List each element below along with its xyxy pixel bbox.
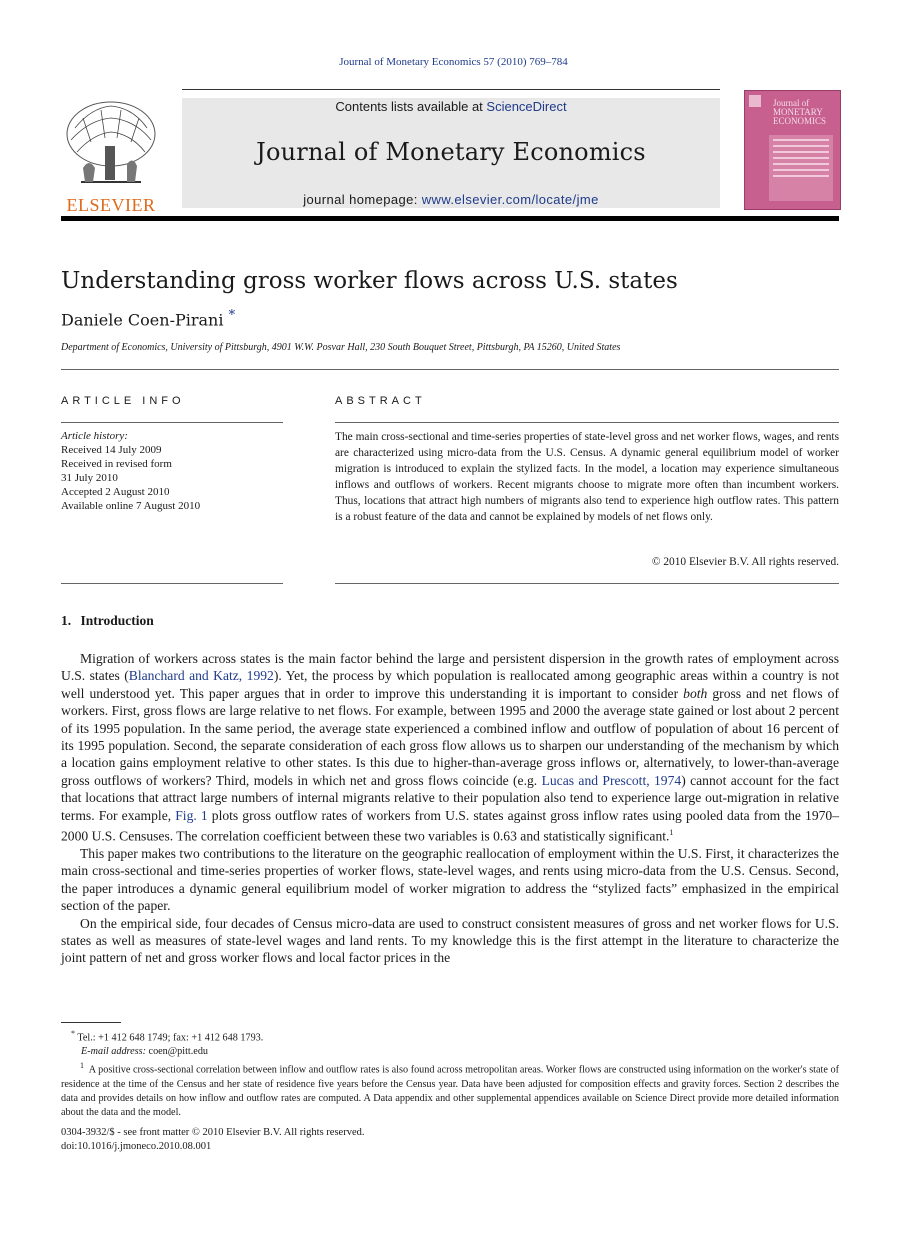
- history-item: 31 July 2010: [61, 472, 118, 484]
- contents-line: [182, 99, 720, 114]
- footnotes: [61, 1027, 839, 1120]
- cover-logo-icon: [749, 95, 761, 107]
- elsevier-logo: [61, 98, 161, 215]
- abstract-copyright: © 2010 Elsevier B.V. All rights reserved.: [651, 556, 839, 568]
- homepage-link[interactable]: www.elsevier.com/locate/jme: [421, 192, 599, 207]
- article-info-heading: ARTICLE INFO: [61, 395, 185, 407]
- history-item: Accepted 2 August 2010: [61, 486, 170, 498]
- text-run: Migration of workers across states is the main factor behind the large and persistent dispersion in the growth rates of employment across U.S. states (: [61, 651, 839, 684]
- history-item: Available online 7 August 2010: [61, 500, 201, 512]
- article-info-bottom-rule: [61, 583, 283, 584]
- article-history: [61, 429, 200, 513]
- text-run: plots gross outflow rates of workers from U.S. states against gross inflow rates using pooled data from the 1970–2000 U.S. Censuses. The correlation coefficient between these two variables is 0.63 and statistically significant.: [61, 807, 840, 844]
- journal-citation[interactable]: Journal of Monetary Economics 57 (2010) 769–784: [339, 56, 568, 68]
- publisher-logo-text: ELSEVIER: [66, 195, 156, 215]
- article-title: Understanding gross worker flows across U.S. states: [61, 268, 678, 294]
- elsevier-tree-icon: [61, 98, 161, 190]
- abstract-rule: [335, 422, 839, 423]
- cover-title-line: MONETARY: [773, 107, 823, 117]
- header-bottom-rule: [61, 216, 839, 221]
- section-heading: [61, 613, 154, 629]
- author-affiliation: Department of Economics, University of Pittsburgh, 4901 W.W. Posvar Hall, 230 South Bouquet Street, Pittsburgh, PA 15260, United States: [61, 342, 621, 353]
- footnote-mark: *: [71, 1029, 75, 1038]
- paragraph: On the empirical side, four decades of Census micro-data are used to construct consistent measures of gross and net worker flows for U.S. states as well as measures of state-level wages and land rents. To my knowledge this is the first attempt in the literature to characterize the joint pattern of net and gross worker flows and local factor prices in the: [61, 915, 839, 966]
- footnote-email: [61, 1045, 839, 1059]
- footnote-1: [61, 1059, 839, 1119]
- abstract-heading: ABSTRACT: [335, 395, 426, 407]
- footnote-star: [61, 1027, 839, 1045]
- cover-title-line: Journal of: [773, 98, 810, 108]
- citation-link[interactable]: Blanchard and Katz, 1992: [128, 668, 274, 684]
- text-run: ). Yet, the process by which population is reallocated among geographic areas within a country is not well understood yet. This paper argues that in order to improve this understanding it is important to consider: [61, 668, 839, 701]
- author-footnote-mark[interactable]: *: [228, 308, 236, 323]
- footnote-ref[interactable]: 1: [669, 828, 674, 838]
- issn-line: 0304-3932/$ - see front matter © 2010 Elsevier B.V. All rights reserved.: [61, 1127, 365, 1138]
- history-label: Article history:: [61, 430, 128, 442]
- author-name: Daniele Coen-Pirani: [61, 310, 224, 330]
- author-line: [61, 308, 235, 329]
- affiliation-rule: [61, 369, 839, 370]
- footnote-tel: Tel.: +1 412 648 1749; fax: +1 412 648 1793.: [77, 1032, 264, 1044]
- section-title: Introduction: [80, 613, 154, 628]
- abstract-text: The main cross-sectional and time-series properties of state-level gross and net worker flows, wages, and rents are characterized using micro-data from the U.S. Census. A dynamic general equilibrium model of worker migration is introduced to explain the stylized facts. In the model, a location may experience simultaneous inflows and outflows of workers. Recent migrants choose to migrate more often than incumbent workers. Thus, locations that attract high numbers of migrants also tend to experience high outflow rates. This pattern is a robust feature of the data and cannot be explained by models of net flows only.: [335, 431, 839, 523]
- history-item: Received 14 July 2009: [61, 444, 162, 456]
- footnote-rule: [61, 1022, 121, 1023]
- homepage-prefix: journal homepage:: [303, 192, 422, 207]
- body-text: [61, 650, 839, 967]
- cover-contents-list: [769, 135, 833, 201]
- abstract-bottom-rule: [335, 583, 839, 584]
- text-run: ) cannot account for the fact that locations that attract large numbers of internal migrants relative to their population also tend to experience large out-migration in relative terms. For example,: [61, 772, 839, 823]
- header-top-rule: [182, 89, 720, 90]
- doi-line[interactable]: doi:10.1016/j.jmoneco.2010.08.001: [61, 1141, 212, 1152]
- footnote-mark: 1: [80, 1061, 84, 1071]
- email-link[interactable]: coen@pitt.edu: [148, 1046, 209, 1058]
- history-item: Received in revised form: [61, 458, 172, 470]
- page-footer: [61, 1126, 364, 1154]
- emphasis: both: [683, 685, 708, 701]
- text-run: gross and net flows of workers. First, gross flows are large relative to net flows. For example, between 1995 and 2000 the average state gained or lost about 2 percent of its 1995 population. In the same period, the average state experienced a combined inflow and outflow of population of about 16 percent of its 1995 population. Second, the separate consideration of each gross flow allows us to sharpen our understanding of the mechanism by which a location gains employment relative to other states. Is this due to higher-than-average gross inflows or, alternatively, to lower-than-average gross outflows of workers? Third, models in which net and gross flows coincide (e.g.: [61, 685, 839, 788]
- article-info-rule: [61, 422, 283, 423]
- citation-link[interactable]: Lucas and Prescott, 1974: [541, 772, 682, 788]
- footnote-text: A positive cross-sectional correlation between inflow and outflow rates is also found across metropolitan areas. Worker flows are constructed using information on the worker's state of residence at the time of the Census and her state of residence five years before the Census year. Data have been adjusted for composition effects and gravity forces. Section 2 describes the data and provides details on how inflow and outflow rates are computed. A Data appendix and other supplemental appendices available on Science Direct provide more detailed information about the data and the model.: [61, 1064, 839, 1118]
- cover-title-line: ECONOMICS: [773, 116, 827, 126]
- journal-name: Journal of Monetary Economics: [256, 138, 646, 166]
- cover-title: [773, 99, 826, 126]
- contents-prefix: Contents lists available at: [335, 99, 487, 114]
- email-label: E-mail address:: [81, 1046, 146, 1058]
- paragraph: This paper makes two contributions to the literature on the geographic reallocation of employment within the U.S. First, it characterizes the main cross-sectional and time-series properties of worker flows, state-level wages, and rents using micro-data from the U.S. Census. Second, the paper introduces a dynamic general equilibrium model of worker migration to address the “stylized facts” emphasized in the empirical section of the paper.: [61, 846, 839, 914]
- section-number: 1.: [61, 613, 72, 628]
- sciencedirect-link[interactable]: ScienceDirect: [486, 99, 567, 114]
- paragraph: [61, 650, 839, 845]
- journal-cover[interactable]: [744, 90, 841, 210]
- figure-link[interactable]: Fig. 1: [175, 807, 208, 823]
- journal-homepage: [182, 192, 720, 207]
